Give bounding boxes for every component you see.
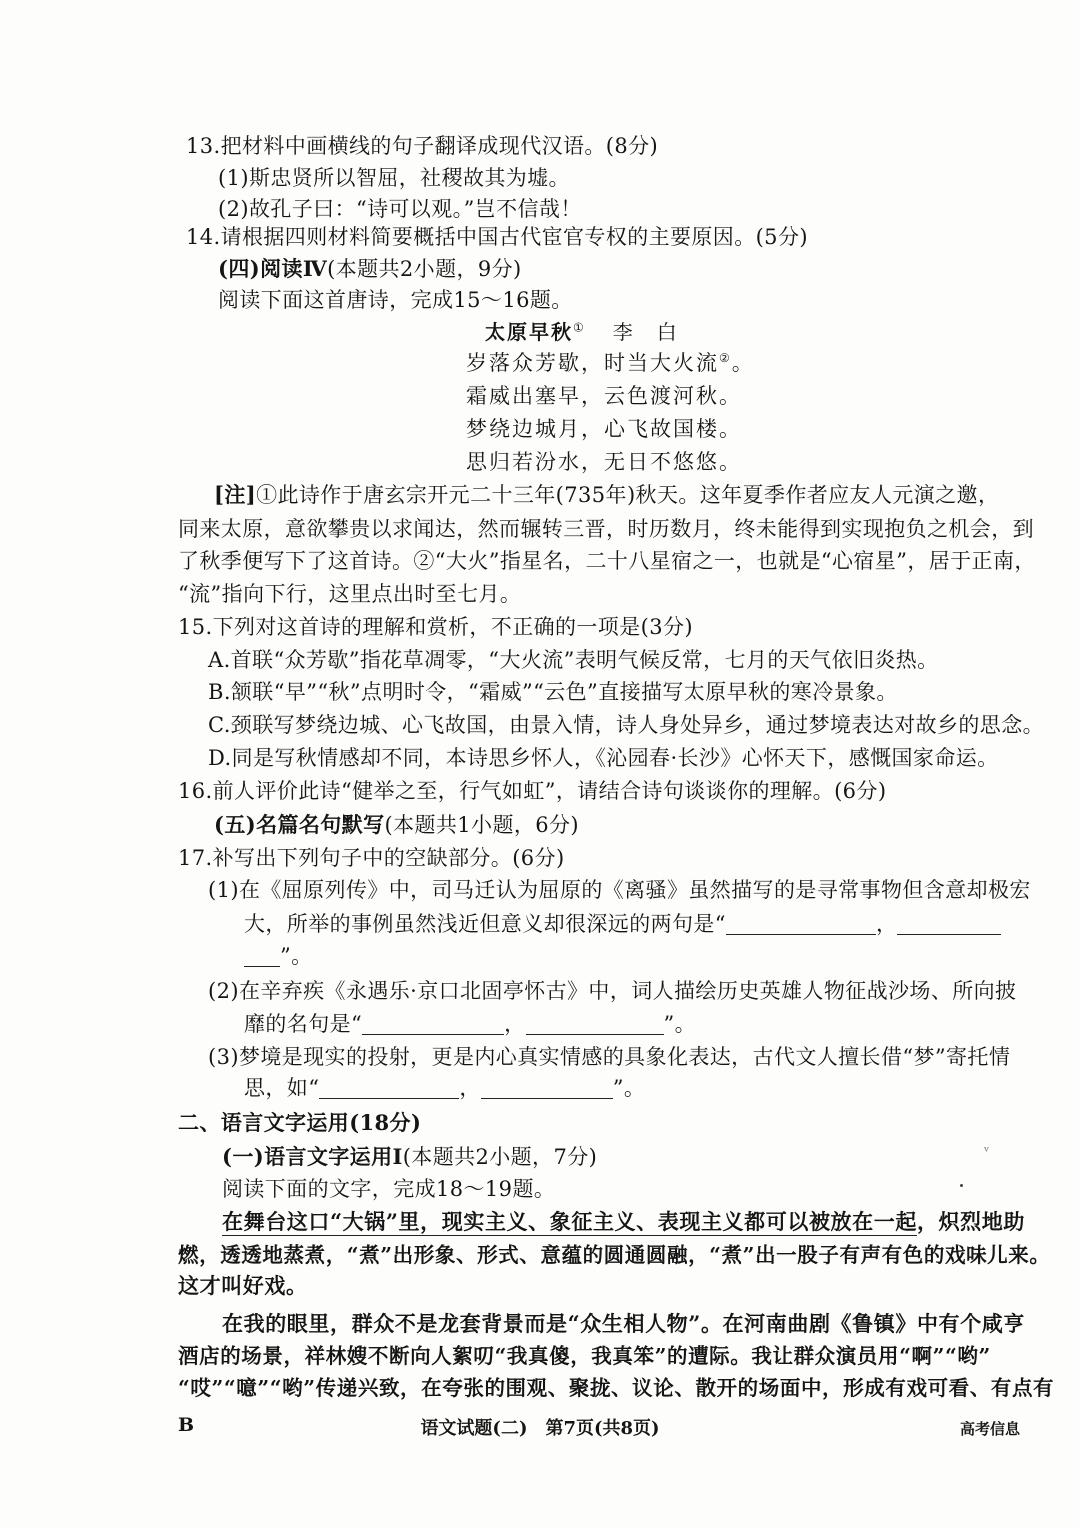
passage-para-2-line-2: 酒店的场景，祥林嫂不断向人絮叨“我真傻，我真笨”的遭际。我让群众演员用“啊”“哟” xyxy=(178,1344,991,1368)
section-5-title: (五)名篇名句默写 xyxy=(214,812,385,837)
q15-option-b: B.颔联“早”“秋”点明时令，“霜威”“云色”直接描写太原早秋的寒冷景象。 xyxy=(208,680,898,704)
q17-blank-1a[interactable] xyxy=(726,912,876,935)
passage-line-2: 燃，透透地蒸煮，“煮”出形象、形式、意蕴的圆通圆融，“煮”出一股子有声有色的戏味儿来。 xyxy=(178,1243,1051,1267)
q17-part-2-line-1: (2)在辛弃疾《永遇乐·京口北固亭怀古》中，词人描绘历史英雄人物征战沙场、所向披 xyxy=(208,979,1017,1003)
poem-title-line xyxy=(485,316,679,345)
q15-option-a: A.首联“众芳歇”指花草凋零，“大火流”表明气候反常，七月的天气依旧炎热。 xyxy=(208,648,939,672)
q15-stem: 15.下列对这首诗的理解和赏析，不正确的一项是(3分) xyxy=(178,615,693,639)
section-5-heading xyxy=(214,811,579,839)
edition-letter: B xyxy=(178,1414,195,1436)
section-1-heading xyxy=(222,1143,597,1171)
q14-stem: 14.请根据四则材料简要概括中国古代宦官专权的主要原因。(5分) xyxy=(186,225,808,249)
q17-part-1-line-3: ”。 xyxy=(244,942,313,970)
notes-line-1: [注]①此诗作于唐玄宗开元二十三年(735年)秋天。这年夏季作者应友人元演之邀， xyxy=(214,482,1000,507)
passage-line-3: 这才叫好戏。 xyxy=(178,1273,308,1298)
q13-sentence-2: (2)故孔子曰：“诗可以观。”岂不信哉！ xyxy=(218,197,582,221)
q17-blank-2b[interactable] xyxy=(526,1012,664,1035)
part-2-title: 二、语言文字运用(18分) xyxy=(178,1110,422,1135)
footer-page-info: 语文试题(二) 第7页(共8页) xyxy=(420,1418,660,1439)
poem-title: 太原早秋 xyxy=(485,320,573,344)
passage-line-1: 在舞台这口“大锅”里，现实主义、象征主义、表现主义都可以被放在一起，炽烈地助 xyxy=(222,1209,1025,1234)
q15-option-c: C.颈联写梦绕边城、心飞故国，由景入情，诗人身处异乡，通过梦境表达对故乡的思念。 xyxy=(208,713,1044,737)
poem-author: 李 白 xyxy=(612,320,679,344)
notes-line-4: “流”指向下行，这里点出时至七月。 xyxy=(178,582,522,606)
passage-underlined-sentence: 在舞台这口“大锅”里，现实主义、象征主义、表现主义都可以被放在一起 xyxy=(222,1209,917,1234)
section-4-heading xyxy=(218,255,522,283)
q13-sentence-1: (1)斯忠贤所以智屈，社稷故其为墟。 xyxy=(218,166,570,190)
notes-line-2: 同来太原，意欲攀贵以求闻达，然而辗转三晋，时历数月，终未能得到实现抱负之机会，到 xyxy=(178,517,1034,541)
q17-part-1-line-2: 大，所举的事例虽然浅近但意义却很深远的两句是“ ， xyxy=(244,910,1001,938)
section-4-intro: 阅读下面这首唐诗，完成15～16题。 xyxy=(218,288,573,312)
section-1-title: (一)语言文字运用Ⅰ xyxy=(222,1144,403,1169)
q17-blank-3b[interactable] xyxy=(481,1076,613,1099)
q17-part-2-line-2: 靡的名句是“ ， ”。 xyxy=(244,1012,697,1036)
poem-line-1-note: ② xyxy=(719,351,732,365)
poem-line-4: 思归若汾水，无日不悠悠。 xyxy=(466,450,742,474)
notes-label: [注] xyxy=(214,482,257,507)
q13-stem: 13.把材料中画横线的句子翻译成现代汉语。(8分) xyxy=(186,134,659,158)
scan-speck xyxy=(960,1184,963,1187)
poem-line-2: 霜威出塞早，云色渡河秋。 xyxy=(466,384,742,408)
passage-para-2-line-1: 在我的眼里，群众不是龙套背景而是“众生相人物”。在河南曲剧《鲁镇》中有个咸亨 xyxy=(222,1311,1025,1336)
q17-blank-2a[interactable] xyxy=(362,1012,504,1035)
scan-mark: ᵛ xyxy=(984,1144,990,1160)
q17-blank-1b[interactable] xyxy=(897,912,1001,935)
q17-part-1-line-1: (1)在《屈原列传》中，司马迁认为屈原的《离骚》虽然描写的是寻常事物但含意却极宏 xyxy=(208,878,1031,902)
q16-stem: 16.前人评价此诗“健举之至，行气如虹”，请结合诗句谈谈你的理解。(6分) xyxy=(178,779,887,803)
poem-line-3: 梦绕边城月，心飞故国楼。 xyxy=(466,417,742,441)
notes-line-3: 了秋季便写下了这首诗。②“大火”指星名，二十八星宿之一，也就是“心宿星”，居于正南， xyxy=(178,549,1036,573)
q17-blank-3a[interactable] xyxy=(319,1076,459,1099)
section-5-info: (本题共1小题，6分) xyxy=(384,813,579,837)
poem-line-1: 岁落众芳歇，时当大火流②。 xyxy=(466,351,755,375)
q17-part-3-line-1: (3)梦境是现实的投射，更是内心真实情感的具象化表达，古代文人擅长借“梦”寄托情 xyxy=(208,1045,1011,1069)
q17-blank-1b-cont[interactable] xyxy=(244,944,280,967)
section-4-info: (本题共2小题，9分) xyxy=(327,257,522,281)
q17-stem: 17.补写出下列句子中的空缺部分。(6分) xyxy=(178,846,565,870)
q17-part-3-line-2: 思，如“ ， ”。 xyxy=(244,1076,646,1100)
section-1-info: (本题共2小题，7分) xyxy=(402,1145,598,1169)
passage-para-2-line-3: “哎”“噫”“哟”传递兴致，在夸张的围观、聚拢、议论、散开的场面中，形成有戏可看、有点有 xyxy=(178,1376,1055,1400)
q15-option-d: D.同是写秋情感却不同，本诗思乡怀人，《沁园春·长沙》心怀天下，感慨国家命运。 xyxy=(208,746,999,770)
section-1-intro: 阅读下面的文字，完成18～19题。 xyxy=(222,1177,556,1201)
poem-title-note: ① xyxy=(573,320,586,335)
footer-brand: 高考信息 xyxy=(960,1420,1021,1438)
section-4-title: (四)阅读Ⅳ xyxy=(218,256,328,281)
